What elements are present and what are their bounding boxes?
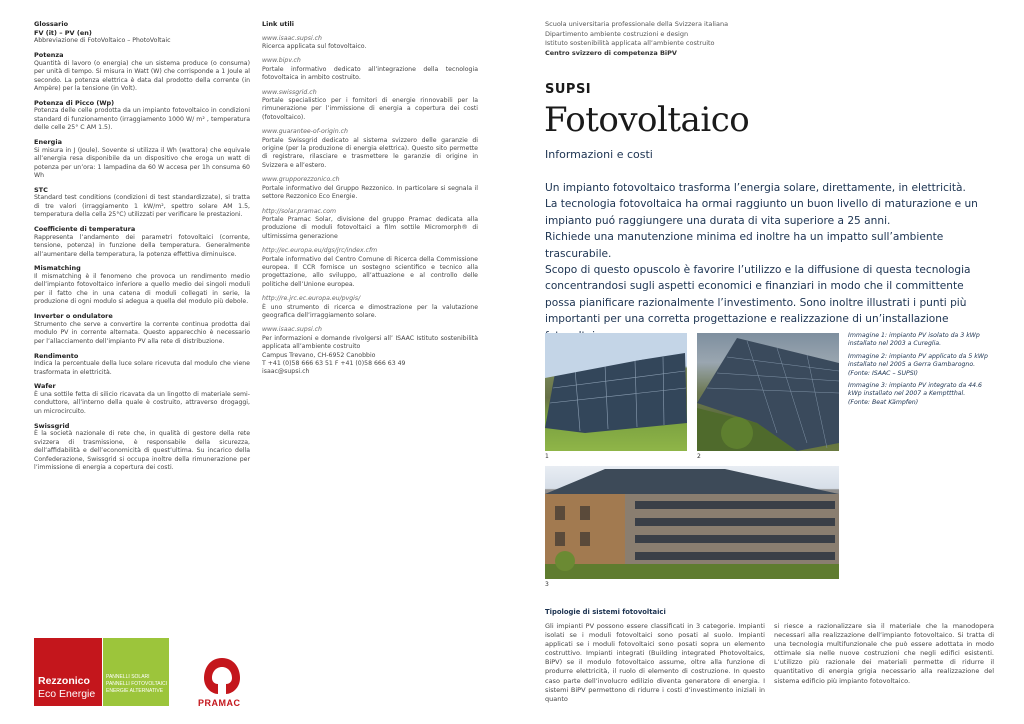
- contact-block: [262, 352, 478, 377]
- link-description: Portale informativo dedicato all’integrazione della tecnologia fotovoltaica in ambito costruito.: [262, 65, 478, 82]
- photo-number: 2: [697, 453, 701, 460]
- intro-paragraph: Richiede una manutenzione minima ed inoltre ha un impatto sull’ambiente trascurabile.: [545, 231, 944, 260]
- institution-bold-line: Centro svizzero di competenza BiPV: [545, 48, 677, 57]
- institution-line: Scuola universitaria professionale della Svizzera italiana: [545, 20, 729, 28]
- link-url[interactable]: www.isaac.supsi.ch: [262, 326, 322, 334]
- link-description: Portale Swissgrid dedicato al sistema svizzero delle garanzie di origine (per la produzione di energia elettrica). Questo sito permette di registrare, rilasciare e trasmettere le garanzie di origine in Svizzera e all’estero.: [262, 136, 478, 169]
- glossary-definition: Quantità di lavoro (o energia) che un sistema produce (o consuma) per unità di tempo. Si misura in Watt (W) che corrisponde a 1 Joule al secondo. La potenza elettrica è data dal prodotto della corrente (in Ampère) per la tensione (in Volt).: [34, 59, 250, 92]
- page-subtitle: Informazioni e costi: [545, 148, 653, 161]
- links-title: Link utili: [262, 20, 295, 28]
- glossary-term: Energia: [34, 138, 62, 147]
- link-description: Portale specialistico per i fornitori di energie rinnovabili per la rimunerazione per l’immissione di energia a copertura dei costi (fotovoltaico).: [262, 97, 478, 121]
- rezzonico-logo: [34, 638, 102, 706]
- link-url[interactable]: http://solar.pramac.com: [262, 207, 337, 215]
- brand-name: SUPSI: [545, 82, 592, 97]
- green-logo-text: [106, 674, 167, 694]
- link-url[interactable]: www.guarantee-of-origin.ch: [262, 128, 348, 136]
- section-title-tipologie: Tipologie di sistemi fotovoltaici: [545, 608, 666, 616]
- photo-caption: Immagine 1: impianto PV isolato da 3 kWp installato nel 2003 a Cureglia.: [848, 332, 980, 348]
- glossary-definition: È una sottile fetta di silicio ricavata da un lingotto di materiale semi-conduttore, all’interno della quale è costruito, attraverso drogaggi, un microcircuito.: [34, 391, 250, 415]
- rezzonico-logo-text: Rezzonico: [38, 675, 90, 687]
- glossary-definition: Standard test conditions (condizioni di test standardizzate), si tratta di tre valori (irraggiamento 1 kW/m², spettro solare AM 1.5, temperatura della cella 25°C) utilizzati per verificare le prestazioni.: [34, 194, 250, 219]
- glossary-definition: È la società nazionale di rete che, in qualità di gestore della rete svizzera di trasmissione, è responsabile della sicurezza, dell’affidabilità e dell’economicità di quest’ultima. Su incarico della Confederazione, Swissgrid si occupa inoltre della rimunerazione per l’immissione di energia a copertura dei costi.: [34, 430, 250, 471]
- photo-caption: Immagine 3: impianto PV integrato da 44.6 kWp installato nel 2007 a Kempttthal. (Fonte: Beat Kämpfen): [848, 382, 982, 406]
- link-description: Per informazioni e domande rivolgersi all’ ISAAC Istituto sostenibilità applicata all’ambiente costruito: [262, 334, 478, 351]
- tipologie-text-col2: si riesce a razionalizzare sia il materiale che la manodopera necessari alla realizzazione dell’impianto fotovoltaico. Si tratta di una tecnologia multifunzionale che può essere adottata in modo ottimale sia nelle nuove costruzioni che negli edifici esistenti. L’utilizzo più razionale dei materiali permette di ridurre il quantitativo di energia grigia necessario alla realizzazione del sistema edificio più impianto fotovoltaico.: [774, 622, 994, 685]
- link-description: Ricerca applicata sul fotovoltaico.: [262, 43, 367, 50]
- contact-email[interactable]: isaac@supsi.ch: [262, 368, 310, 376]
- photo-ground-pv-installation: [545, 333, 687, 451]
- contact-line: T +41 (0)58 666 63 51 F +41 (0)58 666 63 49: [262, 360, 406, 367]
- link-url[interactable]: http://ec.europa.eu/dgs/jrc/index.cfm: [262, 247, 378, 255]
- glossary-term: Wafer: [34, 382, 56, 391]
- glossary-term: Rendimento: [34, 351, 79, 360]
- glossary-term: Potenza: [34, 51, 64, 60]
- link-url[interactable]: www.grupporezzonico.ch: [262, 176, 340, 184]
- link-url[interactable]: www.bipv.ch: [262, 57, 301, 65]
- pramac-logo-text: PRAMAC: [198, 698, 241, 708]
- intro-text: [545, 180, 990, 344]
- page-title: Fotovoltaico: [544, 100, 750, 140]
- glossary-definition: Strumento che serve a convertire la corrente continua prodotta dai modulo PV in corrente alternata. Questo apparecchio è necessario per l’allacciamento dell’impianto PV alla rete di distribuzione.: [34, 320, 250, 345]
- glossary-definition: Si misura in J (Joule). Sovente si utilizza il Wh (wattora) che equivale all’energia resa disponibile da un dispositivo che eroga un watt di potenza per un’ora: 1 lampadina da 60 W accesa per 1h consuma 60 Wh: [34, 146, 250, 179]
- photo-captions: [848, 332, 988, 411]
- glossary-term: Swissgrid: [34, 421, 70, 430]
- link-url[interactable]: www.isaac.supsi.ch: [262, 34, 322, 42]
- link-url[interactable]: www.swissgrid.ch: [262, 88, 317, 96]
- green-logo-line: PANNELLI SOLARI: [106, 674, 150, 680]
- glossary-term: Coefficiente di temperatura: [34, 225, 136, 234]
- institution-line: Dipartimento ambiente costruzioni e design: [545, 29, 689, 38]
- glossary-term: STC: [34, 185, 48, 194]
- glossary-definition: Il mismatching è il fenomeno che provoca un rendimento medio dell’impianto fotovoltaico inferiore a quello medio dei singoli moduli per il fatto che in una catena di moduli collegati in serie, la produzione di ogni modulo si adegua a quella del modulo più debole.: [34, 273, 250, 306]
- glossary-title: Glossario: [34, 20, 69, 28]
- links-column: [262, 20, 478, 377]
- photo-caption: Immagine 2: impianto PV applicato da 5 kWp installato nel 2005 a Gerra Gambarogno. (Fonte: ISAAC – SUPSI): [848, 352, 988, 377]
- link-description: È uno strumento di ricerca e dimostrazione per la valutazione geografica dell’irraggiamento solare.: [262, 303, 478, 319]
- photo-roof-pv-installation: [697, 333, 839, 451]
- glossary-definition: Potenza delle celle prodotta da un impianto fotovoltaico in condizioni standard di funzionamento (irraggiamento 1000 W/ m² , temperatura delle celle 25° C AM 1.5).: [34, 107, 250, 132]
- institution-line: Istituto sostenibilità applicata all’ambiente costruito: [545, 39, 715, 47]
- glossary-term: Mismatching: [34, 264, 81, 273]
- glossary-term: Inverter o ondulatore: [34, 312, 113, 321]
- link-description: Portale Pramac Solar, divisione del gruppo Pramac dedicata alla produzione di moduli fotovoltaici a film sottile Micromorph® di ultimissima generazione: [262, 215, 478, 240]
- link-description: Portale informativo del Gruppo Rezzonico. In particolare si segnala il settore Rezzonico Eco Energie.: [262, 184, 478, 201]
- photo-number: 3: [545, 581, 549, 588]
- intro-paragraph: Scopo di questo opuscolo è favorire l’utilizzo e la diffusione di questa tecnologia concentrandosi sugli aspetti economici e finanziari in modo che il committente possa pianificare razionalmente l’investimento. Sono inoltre illustrati i punti più importanti per una corretta progettazione e realizzazione di un’installazione: [545, 264, 971, 326]
- tipologie-text-col1: Gli impianti PV possono essere classificati in 3 categorie. Impianti isolati se i moduli fotovoltaici sono posati al suolo. Impianti applicati se i moduli fotovoltaici sono posati sopra un elemento costruttivo. Impianti integrati (Building integrated Photovoltaics, BiPV) se il modulo fotovoltaico assume, oltre alla funzione di produrre elettricità, il ruolo di elemento di costruzione. In questo caso parte dell’involucro edilizio diventa generatore di energia. I sistemi BiPV permettono di ridurre i costi d’investimento iniziali in quanto: [545, 622, 765, 703]
- photo-integrated-pv-building: [545, 466, 839, 579]
- glossary-term: Potenza di Picco (Wp): [34, 98, 115, 107]
- glossary-column: [34, 20, 250, 472]
- link-url[interactable]: http://re.jrc.ec.europa.eu/pvgis/: [262, 295, 361, 303]
- green-logo-line: ENERGIE ALTERNATIVE: [106, 687, 164, 694]
- green-logo-line: PANNELLI FOTOVOLTAICI: [106, 680, 168, 687]
- glossary-definition: Abbreviazione di FotoVoltaico – PhotoVoltaic: [34, 37, 171, 45]
- glossary-definition: Rappresenta l’andamento dei parametri fotovoltaici (corrente, tensione, potenza) in funzione della temperatura. Generalmente all’aumentare della temperatura, la potenza effettiva diminuisce.: [34, 233, 250, 258]
- contact-line: Campus Trevano, CH-6952 Canobbio: [262, 351, 376, 359]
- intro-paragraph: Un impianto fotovoltaico trasforma l’energia solare, direttamente, in elettricità.: [545, 182, 966, 194]
- intro-paragraph: La tecnologia fotovoltaica ha ormai raggiunto un buon livello di maturazione e un impianto puó raggiungere una durata di vita superiore a 25 anni.: [545, 198, 978, 227]
- glossary-definition: Indica la percentuale della luce solare ricevuta dal modulo che viene trasformata in elettricità.: [34, 360, 250, 376]
- photo-number: 1: [545, 453, 549, 460]
- link-description: Portale informativo del Centro Comune di Ricerca della Commissione europea. Il CCR fornisce un sostegno scientifico e tecnico alla progettazione, allo sviluppo, all’attuazione e al controllo delle politiche dell’Unione europea.: [262, 255, 478, 288]
- green-energy-logo: [103, 638, 169, 706]
- institution-header: [545, 20, 825, 58]
- glossary-term: FV (it) – PV (en): [34, 28, 92, 37]
- rezzonico-logo-subtext: Eco Energie: [38, 688, 96, 700]
